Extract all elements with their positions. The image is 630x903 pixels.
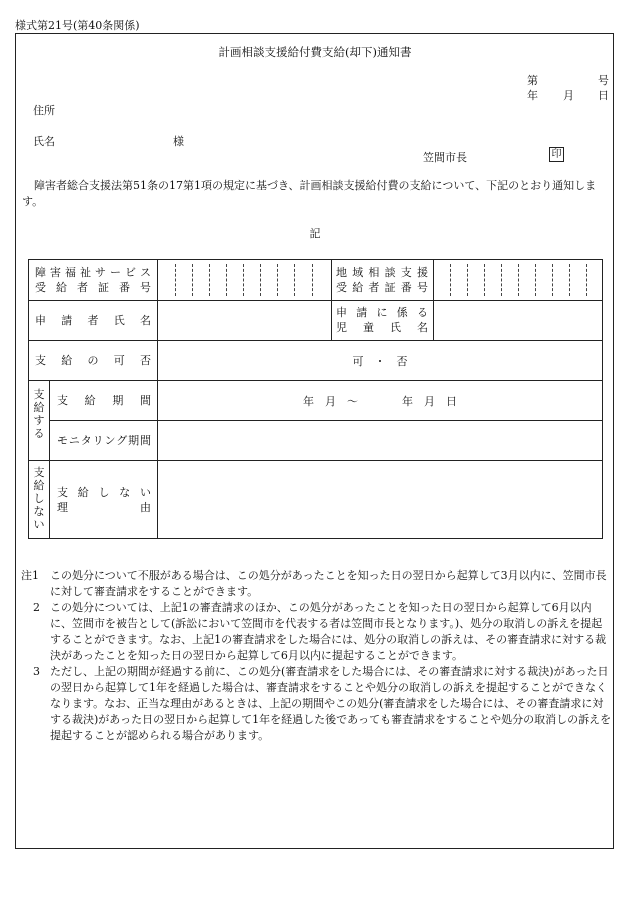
digit-box-divider	[518, 264, 519, 296]
period-value: 年 月 ～ 年 月 日	[303, 395, 457, 408]
row-divider	[29, 460, 602, 461]
recipient-number-label-2: 受給者証番号	[35, 281, 151, 294]
row-divider	[29, 340, 602, 341]
notice-table	[28, 259, 603, 539]
honorific: 様	[173, 135, 184, 148]
group-divider	[49, 380, 50, 538]
approval-label: 支給の可否	[35, 354, 151, 367]
row-divider	[29, 300, 602, 301]
issuer-name: 笠間市長	[423, 151, 467, 164]
row-divider	[29, 380, 602, 381]
digit-box-divider	[484, 264, 485, 296]
digit-box-divider	[294, 264, 295, 296]
date-month: 月	[563, 89, 574, 102]
column-divider	[331, 260, 332, 340]
digit-box-divider	[501, 264, 502, 296]
child-name-label-1: 申請に係る	[336, 306, 428, 319]
grant-group-label: 支給する	[33, 388, 45, 440]
digit-box-divider	[175, 264, 176, 296]
reason-label-2: 理由	[57, 501, 151, 514]
seal-mark: 印	[549, 147, 564, 162]
date-day: 日	[598, 89, 609, 102]
digit-box-divider	[277, 264, 278, 296]
reason-label-1: 支給しない	[57, 486, 151, 499]
note-2-number: 2	[33, 601, 40, 614]
form-number-label: 様式第21号(第40条関係)	[15, 19, 140, 32]
applicant-name-label: 申請者氏名	[35, 314, 151, 327]
document-title: 計画相談支援給付費支給(却下)通知書	[218, 45, 412, 59]
deny-group-label: 支給しない	[33, 466, 45, 531]
period-label: 支給期間	[57, 394, 151, 407]
digit-box-divider	[260, 264, 261, 296]
digit-box-divider	[467, 264, 468, 296]
regional-number-label-1: 地域相談支援	[336, 266, 428, 279]
digit-box-divider	[450, 264, 451, 296]
record-mark: 記	[309, 227, 321, 240]
digit-box-divider	[243, 264, 244, 296]
digit-box-divider	[226, 264, 227, 296]
regional-number-label-2: 受給者証番号	[336, 281, 428, 294]
digit-box-divider	[209, 264, 210, 296]
digit-box-divider	[192, 264, 193, 296]
note-2: この処分については、上記1の審査請求のほか、この処分があったことを知った日の翌日から起算して6月以内に、笠間市を被告として(訴訟において笠間市を代表する者は笠間市長となります。)、処分の取消しの訴えを提起することができます。なお、上記1の審査請求をした場合には、処分の取消しの訴えは、その審査請求に対する裁決があったことを知った日の翌日から起算して6月以内に提起することができます。	[50, 601, 607, 662]
address-label: 住所	[33, 104, 55, 117]
child-name-label-2: 児童氏名	[336, 321, 428, 334]
digit-box-divider	[586, 264, 587, 296]
column-divider	[433, 260, 434, 340]
date-year: 年	[527, 89, 538, 102]
recipient-number-label-1: 障害福祉サービス	[35, 266, 151, 279]
note-3-number: 3	[33, 665, 40, 678]
note-3: ただし、上記の期間が経過する前に、この処分(審査請求をした場合には、その審査請求に対する裁決)があった日の翌日から起算して1年を経過した場合は、審査請求をすることや処分の取消しの訴えを提起することができなくなります。なお、正当な理由があるときは、上記の期間やこの処分(審査請求をした場合には、その審査請求に対する裁決)があった日の翌日から起算して1年を経過した後であっても審査請求をすることや処分の取消しの訴えを提起することが認められる場合があります。	[50, 665, 612, 742]
number-prefix: 第	[527, 74, 538, 87]
approval-options: 可 ・ 否	[352, 355, 408, 368]
digit-box-divider	[569, 264, 570, 296]
name-label: 氏名	[33, 135, 55, 148]
notice-body-text: 障害者総合支援法第51条の17第1項の規定に基づき、計画相談支援給付費の支給について、下記のとおり通知します。	[22, 179, 597, 208]
note-prefix: 注1	[21, 569, 39, 582]
note-1: この処分について不服がある場合は、この処分があったことを知った日の翌日から起算して3月以内に、笠間市長に対して審査請求をすることができます。	[50, 569, 607, 598]
digit-box-divider	[535, 264, 536, 296]
number-suffix: 号	[598, 74, 609, 87]
monitoring-label: モニタリング期間	[57, 434, 151, 447]
row-divider	[49, 420, 602, 421]
digit-box-divider	[552, 264, 553, 296]
digit-box-divider	[312, 264, 313, 296]
